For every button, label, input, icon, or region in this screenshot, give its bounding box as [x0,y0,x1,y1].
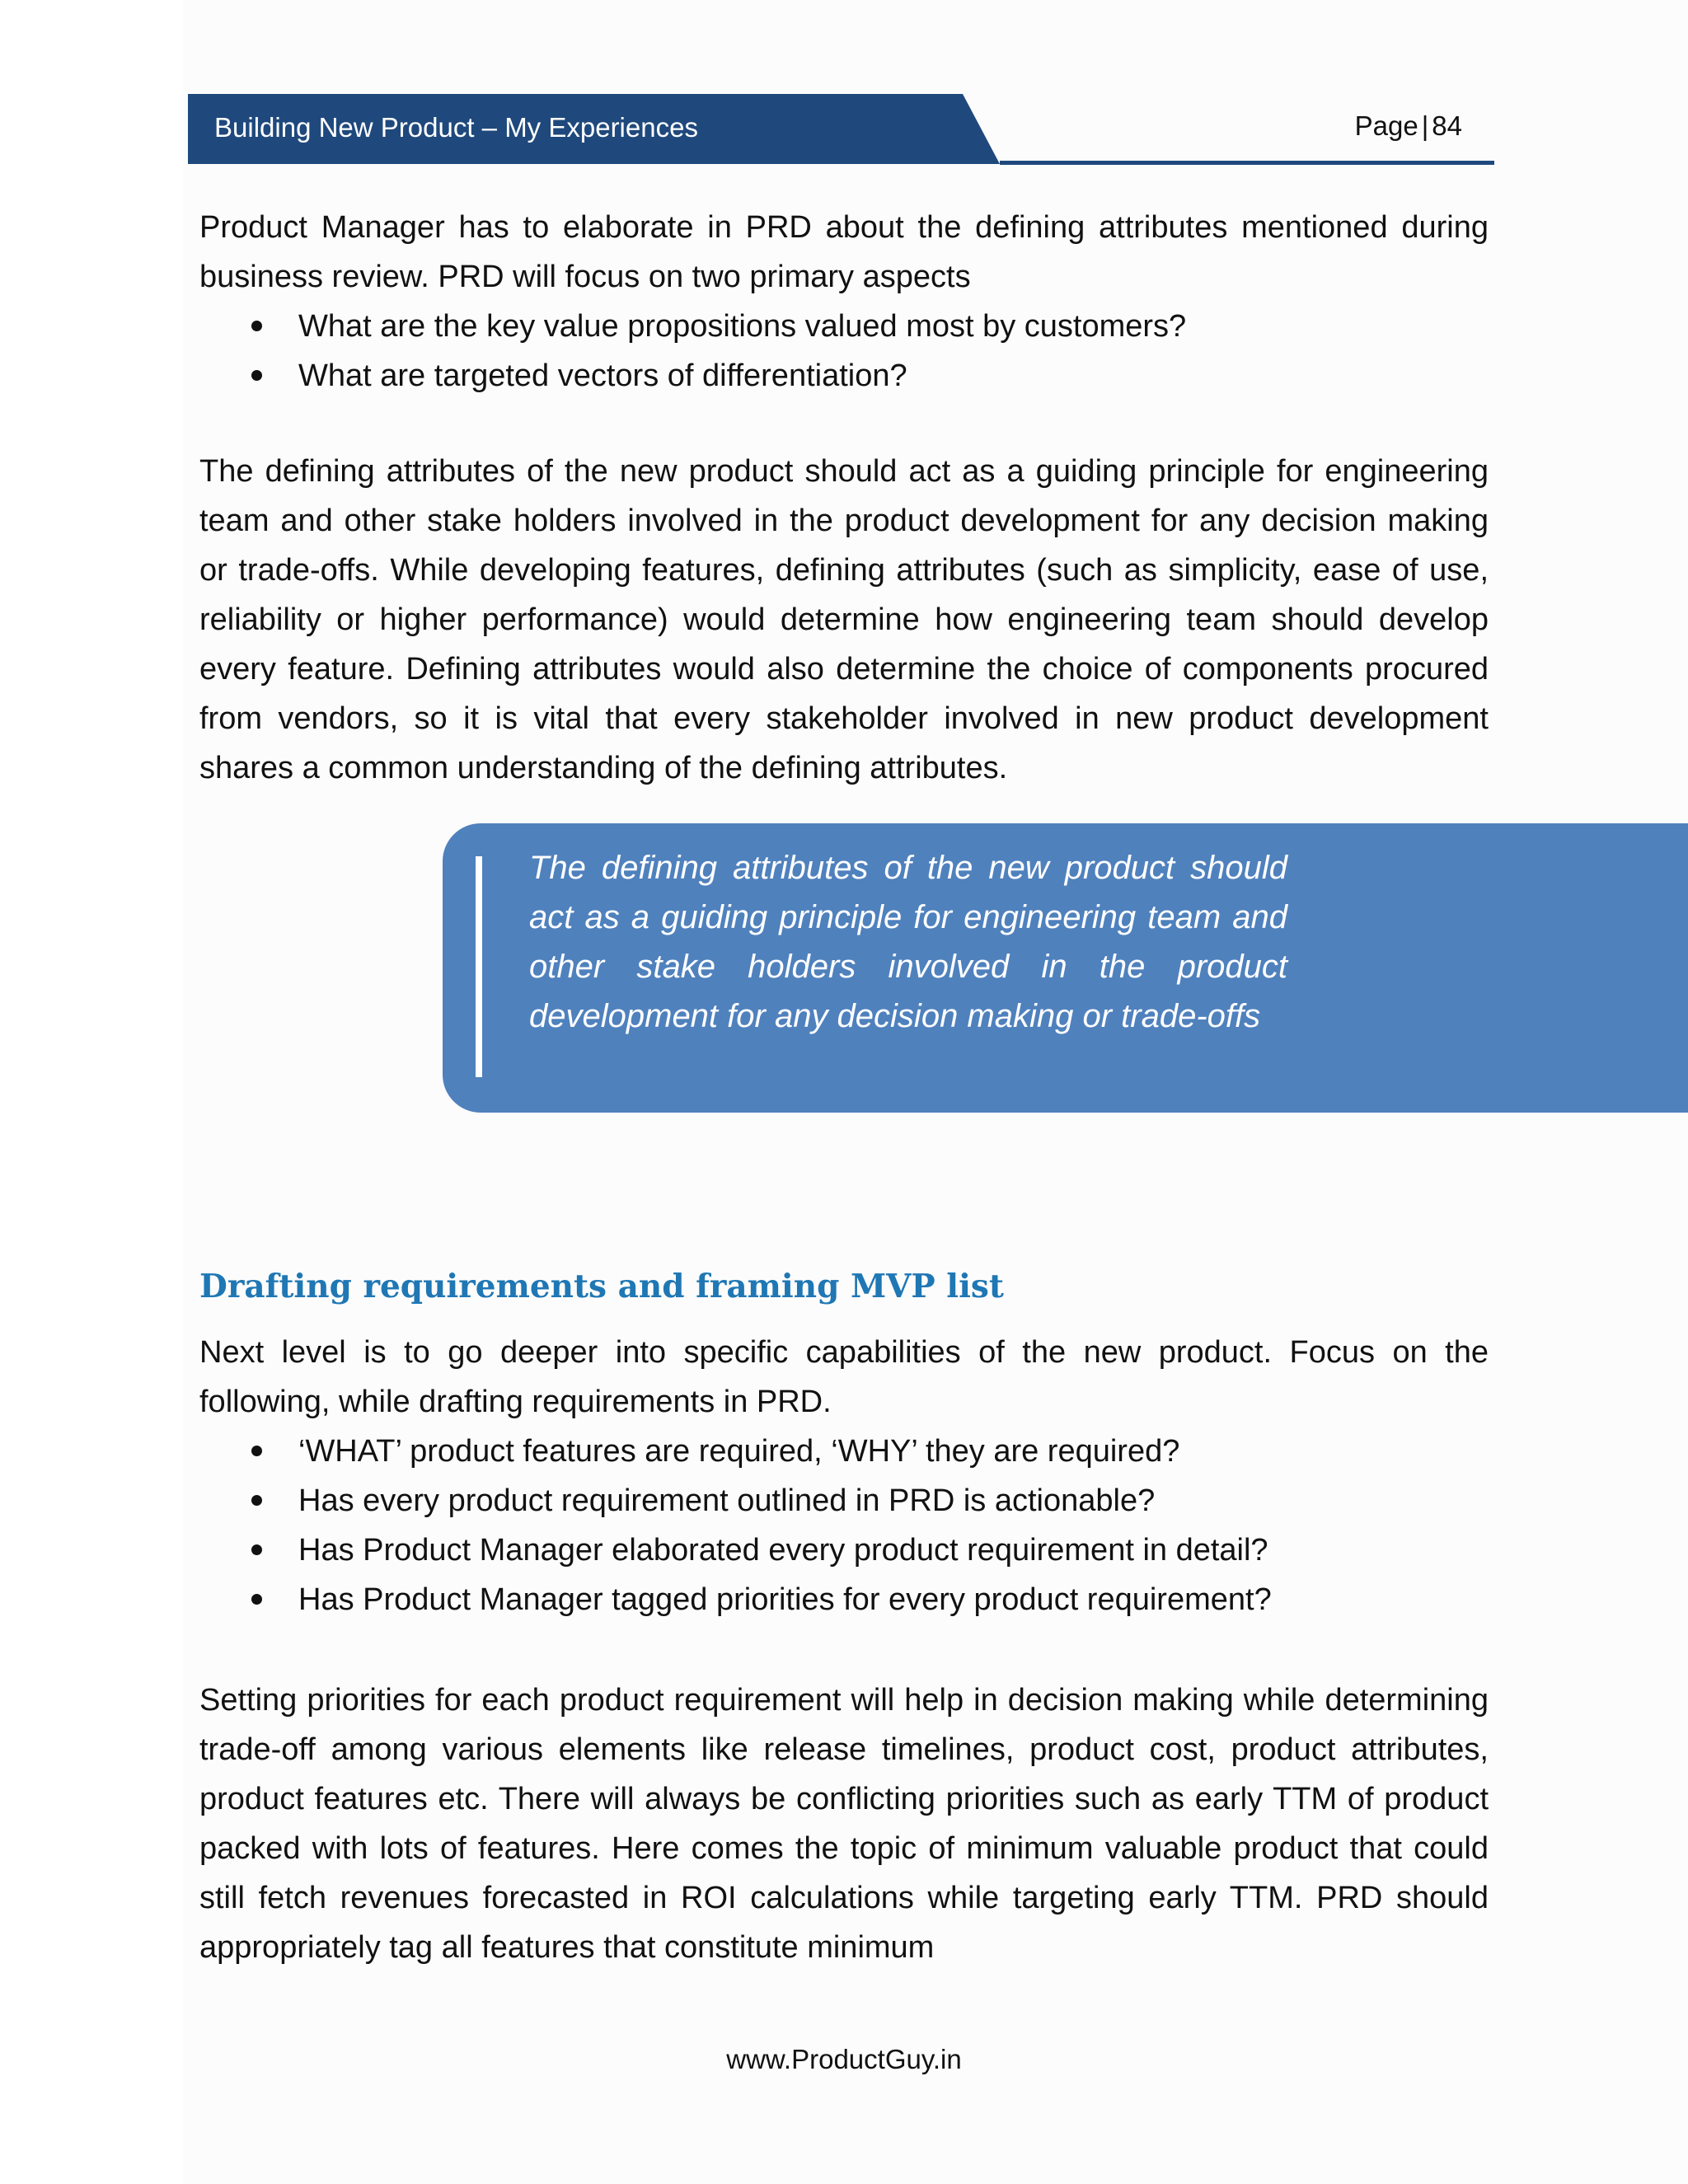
bullet-text: ‘WHAT’ product features are required, ‘WHY’ they are required? [298,1434,1180,1469]
bullet-text: What are targeted vectors of differentiation? [298,359,907,393]
bullet-icon [251,1495,262,1506]
intro-bullet-list [199,302,1489,401]
page-number-label [1355,110,1462,142]
pull-quote-callout [443,823,1688,1113]
page-separator: | [1421,110,1429,141]
list-item [199,1476,1489,1526]
bullet-text: Has Product Manager tagged priorities for every product requirement? [298,1582,1272,1617]
bullet-icon [251,1594,262,1605]
list-item [199,1427,1489,1476]
bullet-icon [251,1446,262,1456]
intro-paragraph: Product Manager has to elaborate in PRD about the defining attributes mentioned during business review. PRD will focus on two primary aspects [199,210,1489,294]
document-title: Building New Product – My Experiences [214,112,698,143]
list-item [199,351,1489,401]
list-item [199,1575,1489,1624]
bullet-text: What are the key value propositions valued most by customers? [298,309,1187,344]
footer-website: www.ProductGuy.in [726,2044,962,2074]
page-word: Page [1354,110,1418,141]
list-item [199,302,1489,351]
intro-block [199,203,1489,401]
attributes-block [199,447,1489,793]
requirements-block [199,1328,1489,1624]
bullet-icon [251,321,262,331]
bullet-text: Has every product requirement outlined in PRD is actionable? [298,1483,1156,1518]
page-header [188,94,1492,166]
list-item [199,1526,1489,1575]
bullet-icon [251,370,262,381]
requirements-bullet-list [199,1427,1489,1624]
quote-bar [476,856,482,1077]
attributes-paragraph: The defining attributes of the new product should act as a guiding principle for engineering team and other stake holders involved in the product development for any decision making or trade-offs. While developing features, defining attributes (such as simplicity, ease of use, reliability or higher performance) would determine how engineering team should develop every feature. Defining attributes would also determine the choice of components procured from vendors, so it is vital that every stakeholder involved in new product development shares a common understanding of the defining attributes. [199,454,1489,785]
bullet-text: Has Product Manager elaborated every product requirement in detail? [298,1533,1268,1568]
bullet-icon [251,1544,262,1555]
priorities-block [199,1675,1489,1972]
pull-quote-text: The defining attributes of the new product should act as a guiding principle for engineering team and other stake holders involved in the product development for any decision making or trade-offs [529,850,1287,1034]
page-number: 84 [1432,110,1462,141]
requirements-intro-paragraph: Next level is to go deeper into specific capabilities of the new product. Focus on the following, while drafting requirements in PRD. [199,1335,1489,1419]
section-heading: Drafting requirements and framing MVP list [199,1268,1004,1305]
priorities-paragraph: Setting priorities for each product requirement will help in decision making while determining trade-off among various elements like release timelines, product cost, product attributes, product features etc. There will always be conflicting priorities such as early TTM of product packed with lots of features. Here comes the topic of minimum valuable product that could still fetch revenues forecasted in ROI calculations while targeting early TTM. PRD should appropriately tag all features that constitute minimum [199,1683,1489,1965]
